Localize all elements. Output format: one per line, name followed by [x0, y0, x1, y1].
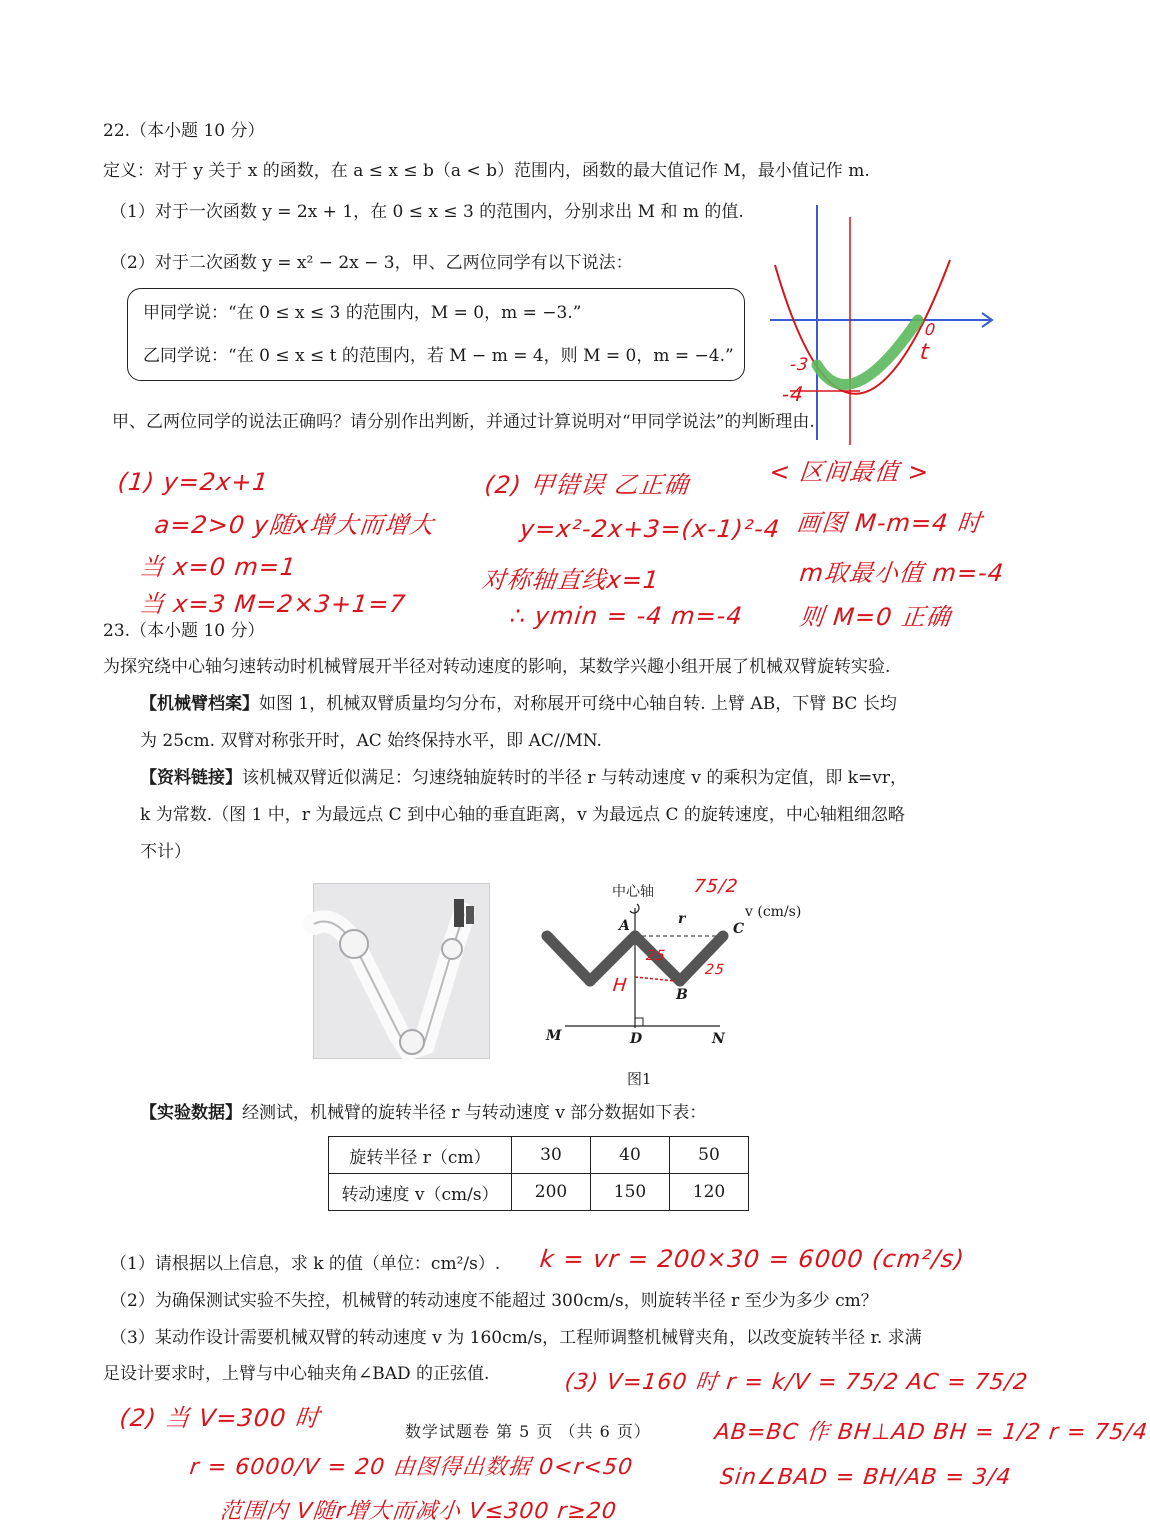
data-table	[328, 1136, 749, 1211]
data-label: 【实验数据】	[140, 1103, 242, 1123]
table-cell: 40	[591, 1137, 670, 1174]
q23-intro: 为探究绕中心轴匀速转动时机械臂展开半径对转动速度的影响，某数学兴趣小组开展了机械双臂旋转实验.	[103, 657, 891, 677]
q22-header: 22.（本小题 10 分）	[103, 121, 265, 141]
point-M: M	[546, 1028, 562, 1044]
table-cell: 30	[512, 1137, 591, 1174]
link-line1	[140, 767, 907, 789]
highlight-segment	[817, 320, 918, 385]
q23-part1: （1）请根据以上信息，求 k 的值（单位：cm²/s）.	[110, 1254, 501, 1274]
hw-left-1: (1) y=2x+1	[116, 468, 271, 496]
q22-part1: （1）对于一次函数 y = 2x + 1，在 0 ≤ x ≤ 3 的范围内，分别求出 M 和 m 的值.	[110, 202, 744, 222]
v-label: v (cm/s)	[745, 904, 802, 920]
table-cell: 200	[512, 1174, 591, 1211]
r-label: r	[678, 911, 686, 927]
robot-arm-photo	[313, 883, 490, 1059]
hw-right-2: m取最小值 m=-4	[798, 559, 1006, 587]
range-note: < 区间最值 >	[768, 458, 931, 486]
parabola-sketch	[750, 195, 1010, 450]
archive-text1: 如图 1，机械双臂质量均匀分布，对称展开可绕中心轴自转. 上臂 AB，下臂 BC 长均	[259, 694, 897, 714]
archive-line1	[140, 693, 897, 715]
link-text2: k 为常数.（图 1 中，r 为最远点 C 到中心轴的垂直距离，v 为最远点 C 的旋转速度，中心轴粗细忽略	[140, 805, 905, 825]
yi-statement: 乙同学说：“在 0 ≤ x ≤ t 的范围内，若 M − m = 4，则 M = 0，m = −4.”	[143, 346, 734, 366]
archive-label: 【机械臂档案】	[140, 694, 259, 714]
q23-header: 23.（本小题 10 分）	[103, 621, 265, 641]
label-neg3: -3	[788, 355, 811, 375]
table-cell: 150	[591, 1174, 670, 1211]
hw-mid-3: 对称轴直线x=1	[480, 566, 661, 594]
hw-25-right: 25	[704, 962, 726, 978]
label-neg4: -4	[780, 382, 806, 406]
hw-25-left: 25	[645, 948, 667, 964]
q23-part3b: 足设计要求时，上臂与中心轴夹角∠BAD 的正弦值.	[103, 1364, 490, 1384]
hw-left-2: a=2>0 y随x增大而增大	[153, 511, 436, 539]
label-t: t	[918, 340, 931, 365]
left-upper-arm	[547, 936, 590, 981]
hw-ans2-3: 范围内 V随r增大而减小 V≤300 r≥20	[218, 1499, 619, 1524]
hw-ans1: k = vr = 200×30 = 6000 (cm²/s)	[538, 1245, 967, 1273]
hw-mid-1: (2) 甲错误 乙正确	[483, 471, 691, 499]
point-A: A	[619, 918, 630, 934]
hw-75-2: 75/2	[692, 876, 740, 897]
axis-label: 中心轴	[612, 884, 654, 900]
hw-left-4: 当 x=3 M=2×3+1=7	[138, 590, 408, 618]
robot-arm-illustration	[314, 884, 489, 1058]
data-text: 经测试，机械臂的旋转半径 r 与转动速度 v 部分数据如下表：	[242, 1103, 707, 1123]
right-angle-D	[635, 1018, 643, 1026]
hw-right-3: 则 M=0 正确	[798, 603, 953, 631]
page-footer: 数学试题卷 第 5 页 （共 6 页）	[405, 1422, 651, 1441]
table-row	[329, 1174, 749, 1211]
figure-caption: 图1	[627, 1070, 652, 1088]
table-cell: 120	[670, 1174, 749, 1211]
q23-part3a: （3）某动作设计需要机械双臂的转动速度 v 为 160cm/s，工程师调整机械臂夹角，以改变旋转半径 r. 求满	[110, 1328, 922, 1348]
point-N: N	[712, 1031, 725, 1047]
data-line	[140, 1102, 706, 1124]
label-zero: 0	[924, 320, 938, 339]
q22-question: 甲、乙两位同学的说法正确吗？请分别作出判断，并通过计算说明对“甲同学说法”的判断理由.	[112, 412, 815, 432]
table-row	[329, 1137, 749, 1174]
point-C: C	[733, 921, 745, 937]
hw-H: H	[611, 975, 629, 996]
point-B: B	[676, 987, 688, 1003]
q23-part2: （2）为确保测试实验不失控，机械臂的转动速度不能超过 300cm/s，则旋转半径 r 至少为多少 cm？	[110, 1291, 878, 1311]
hw-ans3-2: AB=BC 作 BH⊥AD BH = 1/2 r = 75/4	[713, 1420, 1150, 1445]
point-D: D	[630, 1031, 643, 1047]
q22-definition: 定义：对于 y 关于 x 的函数，在 a ≤ x ≤ b（a < b）范围内，函数的最大值记作 M，最小值记作 m.	[103, 161, 870, 181]
jia-statement: 甲同学说：“在 0 ≤ x ≤ 3 的范围内，M = 0，m = −3.”	[143, 303, 582, 323]
hw-mid-4: ∴ ymin = -4 m=-4	[508, 602, 745, 630]
link-label: 【资料链接】	[140, 768, 242, 788]
hw-ans3-3: Sin∠BAD = BH/AB = 3/4	[718, 1465, 1013, 1490]
link-text1: 该机械双臂近似满足：匀速绕轴旋转时的半径 r 与转动速度 v 的乘积为定值，即 k=vr，	[242, 768, 908, 788]
hw-mid-2: y=x²-2x+3=(x-1)²-4	[518, 515, 782, 543]
hw-ans2-2: r = 6000/V = 20 由图得出数据 0<r<50	[188, 1455, 635, 1480]
hw-left-3: 当 x=0 m=1	[138, 553, 298, 581]
hw-right-1: 画图 M-m=4 时	[795, 509, 984, 537]
hw-ans3-1: (3) V=160 时 r = k/V = 75/2 AC = 75/2	[563, 1370, 1030, 1395]
row-label: 转动速度 v（cm/s）	[329, 1174, 512, 1211]
q22-part2: （2）对于二次函数 y = x² − 2x − 3，甲、乙两位同学有以下说法：	[110, 253, 633, 273]
link-text3: 不计）	[140, 842, 191, 862]
row-label: 旋转半径 r（cm）	[329, 1137, 512, 1174]
hw-ans2-1: (2) 当 V=300 时	[118, 1404, 322, 1432]
archive-text2: 为 25cm. 双臂对称张开时，AC 始终保持水平，即 AC//MN.	[140, 731, 602, 751]
table-cell: 50	[670, 1137, 749, 1174]
